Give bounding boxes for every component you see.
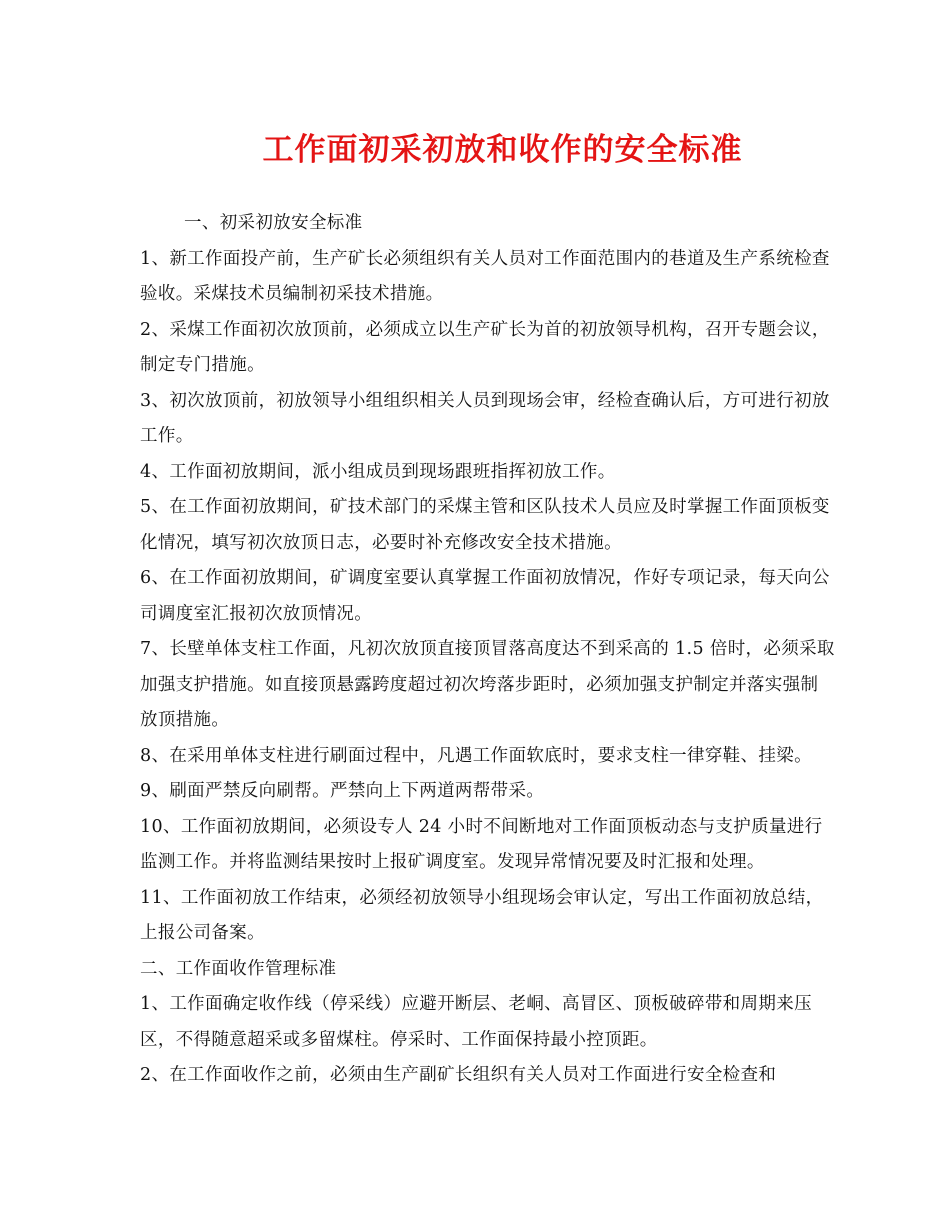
document-body bbox=[140, 206, 835, 1094]
paragraph: 7、长壁单体支柱工作面，凡初次放顶直接顶冒落高度达不到采高的 1.5 倍时，必须采取加强支护措施。如直接顶悬露跨度超过初次垮落步距时，必须加强支护制定并落实强制放顶措施。 bbox=[140, 639, 835, 730]
section-heading-1: 一、初采初放安全标准 bbox=[184, 213, 363, 233]
paragraph: 4、工作面初放期间，派小组成员到现场跟班指挥初放工作。 bbox=[140, 461, 616, 482]
paragraph: 11、工作面初放工作结束，必须经初放领导小组现场会审认定，写出工作面初放总结，上报公司备案。 bbox=[140, 887, 824, 943]
paragraph: 10、工作面初放期间，必须设专人 24 小时不间断地对工作面顶板动态与支护质量进行监测工作。并将监测结果按时上报矿调度室。发现异常情况要及时汇报和处理。 bbox=[140, 816, 823, 872]
paragraph: 5、在工作面初放期间，矿技术部门的采煤主管和区队技术人员应及时掌握工作面顶板变化情况，填写初次放顶日志，必要时补充修改安全技术措施。 bbox=[140, 497, 830, 553]
paragraph: 8、在采用单体支柱进行刷面过程中，凡遇工作面软底时，要求支柱一律穿鞋、挂梁。 bbox=[140, 745, 812, 766]
paragraph: 2、采煤工作面初次放顶前，必须成立以生产矿长为首的初放领导机构，召开专题会议，制定专门措施。 bbox=[140, 319, 830, 375]
section-heading-2: 二、工作面收作管理标准 bbox=[140, 958, 337, 979]
paragraph: 1、新工作面投产前，生产矿长必须组织有关人员对工作面范围内的巷道及生产系统检查验收。采煤技术员编制初采技术措施。 bbox=[140, 248, 830, 304]
paragraph: 6、在工作面初放期间，矿调度室要认真掌握工作面初放情况，作好专项记录，每天向公司调度室汇报初次放顶情况。 bbox=[140, 568, 830, 624]
paragraph: 1、工作面确定收作线（停采线）应避开断层、老峒、高冒区、顶板破碎带和周期来压区，不得随意超采或多留煤柱。停采时、工作面保持最小控顶距。 bbox=[140, 994, 812, 1050]
paragraph: 3、初次放顶前，初放领导小组组织相关人员到现场会审，经检查确认后，方可进行初放工作。 bbox=[140, 390, 830, 446]
paragraph: 9、刷面严禁反向刷帮。严禁向上下两道两帮带采。 bbox=[140, 781, 545, 801]
paragraph: 2、在工作面收作之前，必须由生产副矿长组织有关人员对工作面进行安全检查和 bbox=[140, 1065, 777, 1085]
document-title: 工作面初采初放和收作的安全标准 bbox=[262, 132, 743, 168]
